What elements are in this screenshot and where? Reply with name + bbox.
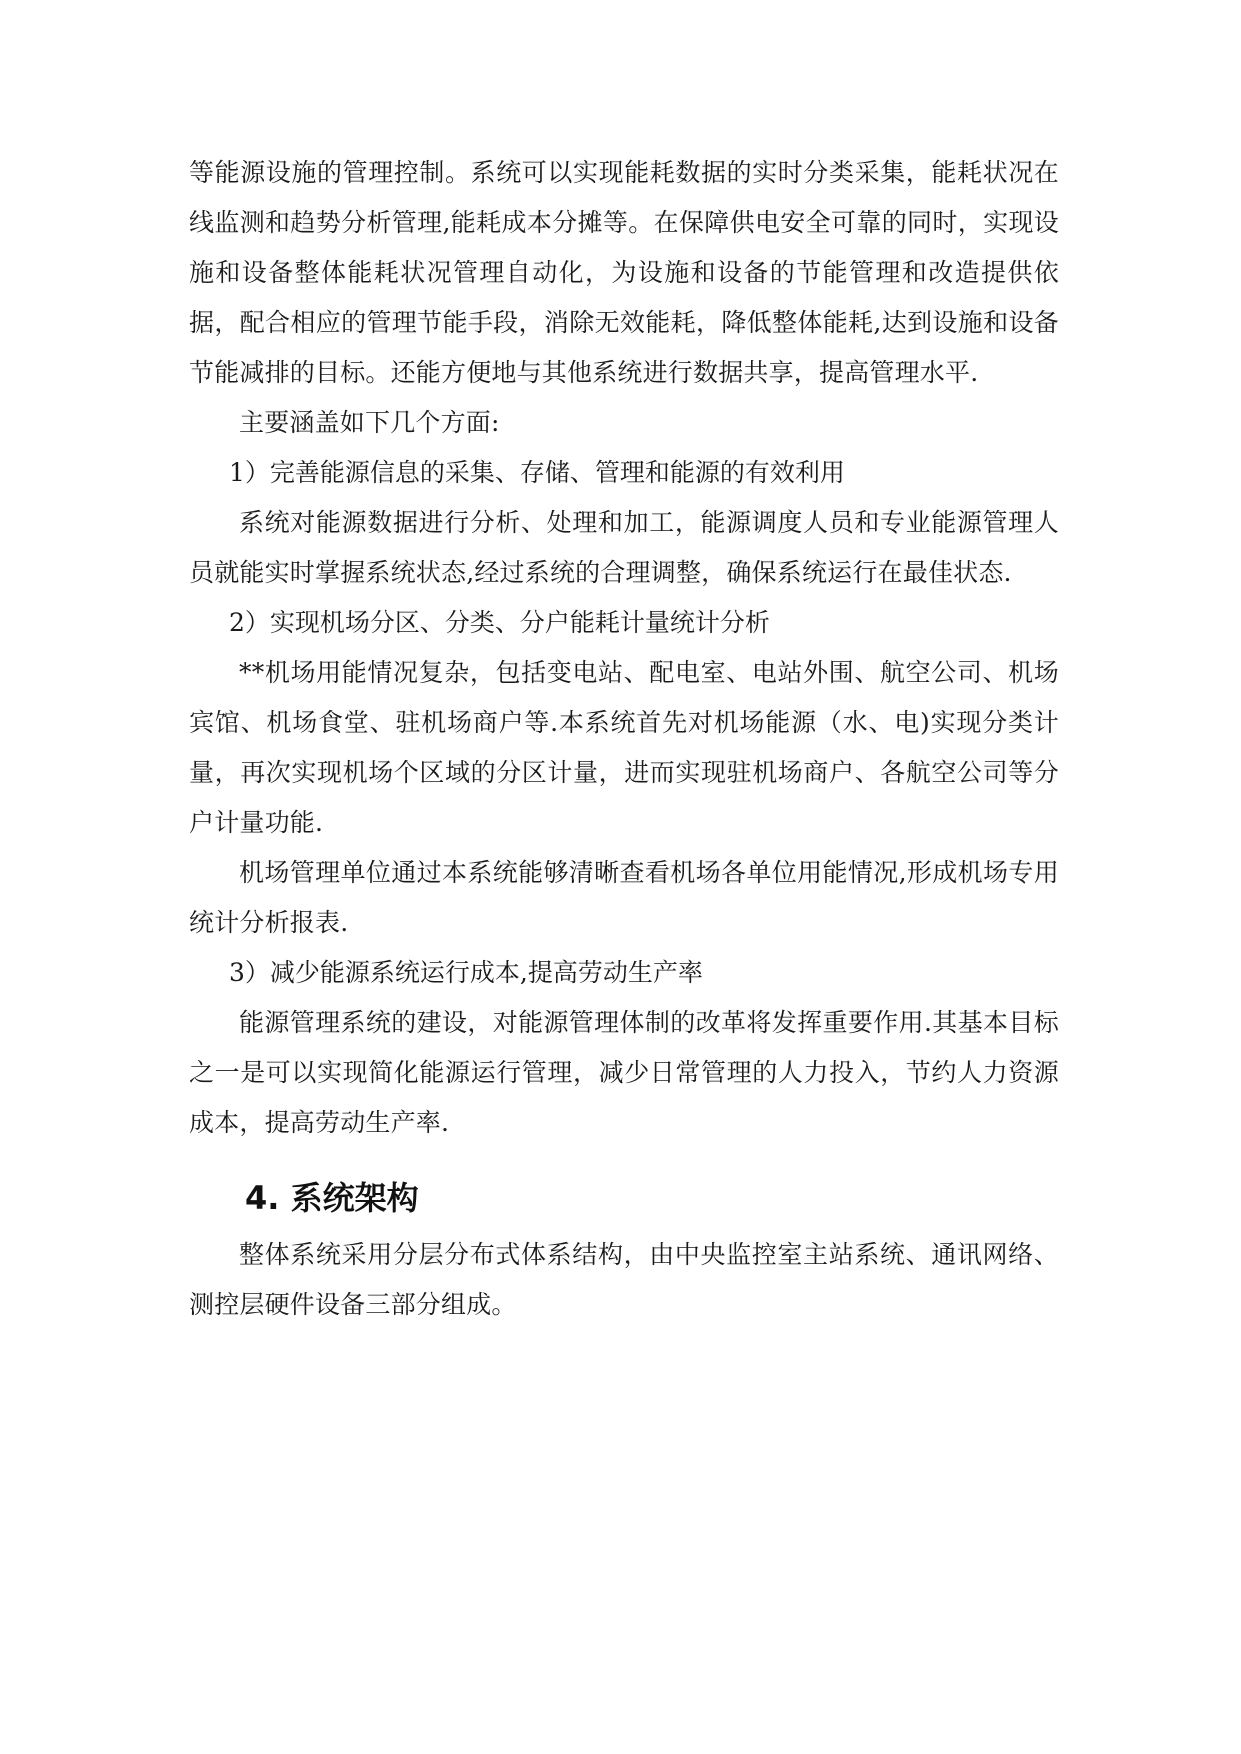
paragraph-aspects-intro: 主要涵盖如下几个方面: [239, 408, 500, 437]
paragraph-system-construction: 能源管理系统的建设，对能源管理体制的改革将发挥重要作用.其基本目标之一是可以实现简化能源运行管理，减少日常管理的人力投入，节约人力资源成本，提高劳动生产率. [189, 1008, 1059, 1137]
paragraph-management-unit: 机场管理单位通过本系统能够清晰查看机场各单位用能情况,形成机场专用统计分析报表. [189, 858, 1059, 937]
list-item-2: 2）实现机场分区、分类、分户能耗计量统计分析 [229, 608, 770, 637]
paragraph-data-analysis: 系统对能源数据进行分析、处理和加工，能源调度人员和专业能源管理人员就能实时掌握系统状态,经过系统的合理调整，确保系统运行在最佳状态. [189, 508, 1059, 587]
section-heading-architecture: 4. 系统架构 [245, 1179, 419, 1217]
paragraph-architecture: 整体系统采用分层分布式体系结构，由中央监控室主站系统、通讯网络、测控层硬件设备三部分组成。 [189, 1240, 1059, 1319]
paragraph-energy-control: 等能源设施的管理控制。系统可以实现能耗数据的实时分类采集，能耗状况在线监测和趋势分析管理,能耗成本分摊等。在保障供电安全可靠的同时，实现设施和设备整体能耗状况管理自动化，为设施和设备的节能管理和改造提供依据，配合相应的管理节能手段，消除无效能耗，降低整体能耗,达到设施和设备节能减排的目标。还能方便地与其他系统进行数据共享，提高管理水平. [189, 158, 1059, 387]
paragraph-airport-usage: **机场用能情况复杂，包括变电站、配电室、电站外围、航空公司、机场宾馆、机场食堂、驻机场商户等.本系统首先对机场能源（水、电)实现分类计量，再次实现机场个区域的分区计量，进而实现驻机场商户、各航空公司等分户计量功能. [189, 658, 1059, 837]
list-item-3: 3）减少能源系统运行成本,提高劳动生产率 [229, 958, 703, 987]
document-page [189, 148, 1059, 1330]
list-item-1: 1）完善能源信息的采集、存储、管理和能源的有效利用 [229, 458, 845, 487]
